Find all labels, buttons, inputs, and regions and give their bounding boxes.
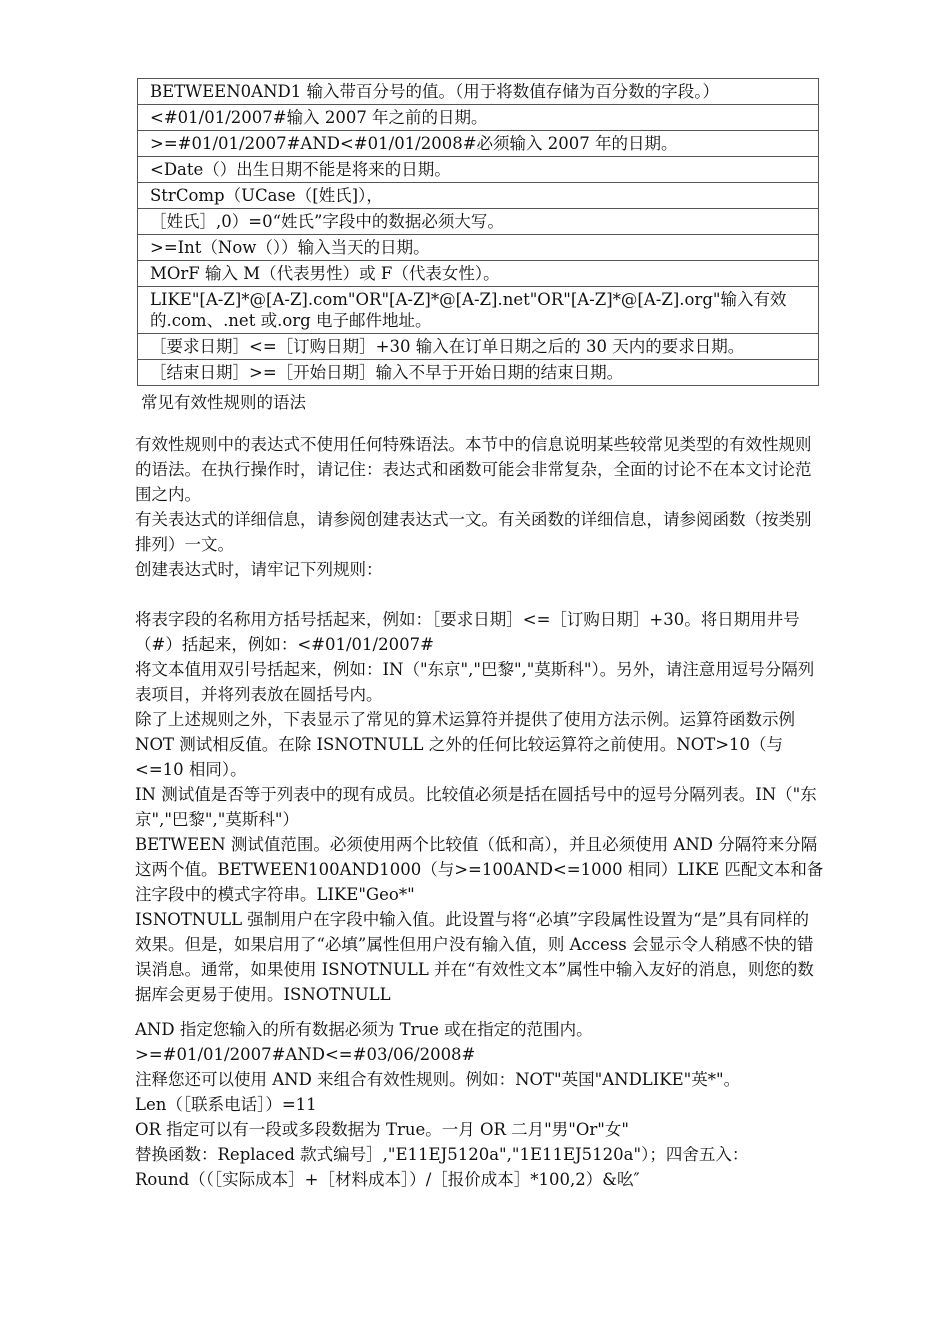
table-cell: StrComp（UCase（[姓氏]）， <box>138 183 819 209</box>
table-row <box>138 360 819 386</box>
table-cell: >=#01/01/2007#AND<#01/01/2008#必须输入 2007 年的日期。 <box>138 131 819 157</box>
body-text <box>135 432 825 1192</box>
paragraph: 将文本值用双引号括起来，例如：IN（"东京","巴黎","莫斯科"）。另外，请注意用逗号分隔列表项目，并将列表放在圆括号内。 <box>135 660 815 704</box>
paragraph: OR 指定可以有一段或多段数据为 True。一月 OR 二月"男"Or"女" <box>135 1120 629 1139</box>
paragraph: 除了上述规则之外，下表显示了常见的算术运算符并提供了使用方法示例。运算符函数示例 <box>135 710 795 729</box>
table-cell: BETWEEN0AND1 输入带百分号的值。（用于将数值存储为百分数的字段。） <box>138 79 819 105</box>
paragraph: BETWEEN 测试值范围。必须使用两个比较值（低和高），并且必须使用 AND 分隔符来分隔这两个值。BETWEEN100AND1000（与>=100AND<=1000 相同）LIKE 匹配文本和备注字段中的模式字符串。LIKE"Geo*" <box>135 835 824 904</box>
table-row <box>138 334 819 360</box>
paragraph: AND 指定您输入的所有数据必须为 True 或在指定的范围内。>=#01/01/2007#AND<=#03/06/2008# <box>135 1020 593 1064</box>
table-row <box>138 79 819 105</box>
table-caption: 常见有效性规则的语法 <box>141 393 306 412</box>
paragraph: Len（［联系电话］）=11 <box>135 1095 317 1114</box>
paragraph: 创建表达式时，请牢记下列规则： <box>135 560 383 579</box>
table-cell: >=Int（Now（））输入当天的日期。 <box>138 235 819 261</box>
table-row <box>138 209 819 235</box>
paragraph: 将表字段的名称用方括号括起来，例如：［要求日期］<=［订购日期］+30。将日期用井号（#）括起来，例如：<#01/01/2007# <box>135 610 800 654</box>
table-cell: <Date（）出生日期不能是将来的日期。 <box>138 157 819 183</box>
table-cell: ［结束日期］>=［开始日期］输入不早于开始日期的结束日期。 <box>138 360 819 386</box>
paragraph: ISNOTNULL 强制用户在字段中输入值。此设置与将“必填”字段属性设置为“是”具有同样的效果。但是，如果启用了“必填”属性但用户没有输入值，则 Access 会显示令人稍感不快的错误消息。通常，如果使用 ISNOTNULL 并在“有效性文本”属性中输入友好的消息，则您的数据库会更易于使用。ISNOTNULL <box>135 910 814 1004</box>
table-row <box>138 131 819 157</box>
table-row <box>138 287 819 334</box>
paragraph: NOT 测试相反值。在除 ISNOTNULL 之外的任何比较运算符之前使用。NOT>10（与<=10 相同）。 <box>135 735 784 779</box>
table-cell: ［姓氏］,0）=0“姓氏”字段中的数据必须大写。 <box>138 209 819 235</box>
table-row <box>138 157 819 183</box>
table-row <box>138 261 819 287</box>
table-row <box>138 235 819 261</box>
paragraph: 替换函数：Replaced 款式编号］,"E11EJ5120a","1E11EJ5120a"）；四舍五入： <box>135 1145 749 1164</box>
spacer <box>135 582 825 607</box>
table-row <box>138 183 819 209</box>
validation-rules-table <box>137 78 819 386</box>
paragraph: 注释您还可以使用 AND 来组合有效性规则。例如：NOT"英国"ANDLIKE"英*"。 <box>135 1070 741 1089</box>
table-cell: LIKE"[A-Z]*@[A-Z].com"OR"[A-Z]*@[A-Z].net"OR"[A-Z]*@[A-Z].org"输入有效的.com、.net 或.org 电子邮件地址。 <box>138 287 819 334</box>
paragraph: 有效性规则中的表达式不使用任何特殊语法。本节中的信息说明某些较常见类型的有效性规则的语法。在执行操作时，请记住：表达式和函数可能会非常复杂，全面的讨论不在本文讨论范围之内。 <box>135 435 812 504</box>
table-cell: MOrF 输入 M（代表男性）或 F（代表女性）。 <box>138 261 819 287</box>
table-cell: <#01/01/2007#输入 2007 年之前的日期。 <box>138 105 819 131</box>
table-row <box>138 105 819 131</box>
table-cell: ［要求日期］<=［订购日期］+30 输入在订单日期之后的 30 天内的要求日期。 <box>138 334 819 360</box>
paragraph: IN 测试值是否等于列表中的现有成员。比较值必须是括在圆括号中的逗号分隔列表。IN（"东京","巴黎","莫斯科"） <box>135 785 817 829</box>
paragraph: Round（（［实际成本］+［材料成本］）/［报价成本］*100,2）&吆″ <box>135 1170 640 1189</box>
paragraph: 有关表达式的详细信息，请参阅创建表达式一文。有关函数的详细信息，请参阅函数（按类别排列）一文。 <box>135 510 812 554</box>
spacer <box>135 1007 825 1017</box>
